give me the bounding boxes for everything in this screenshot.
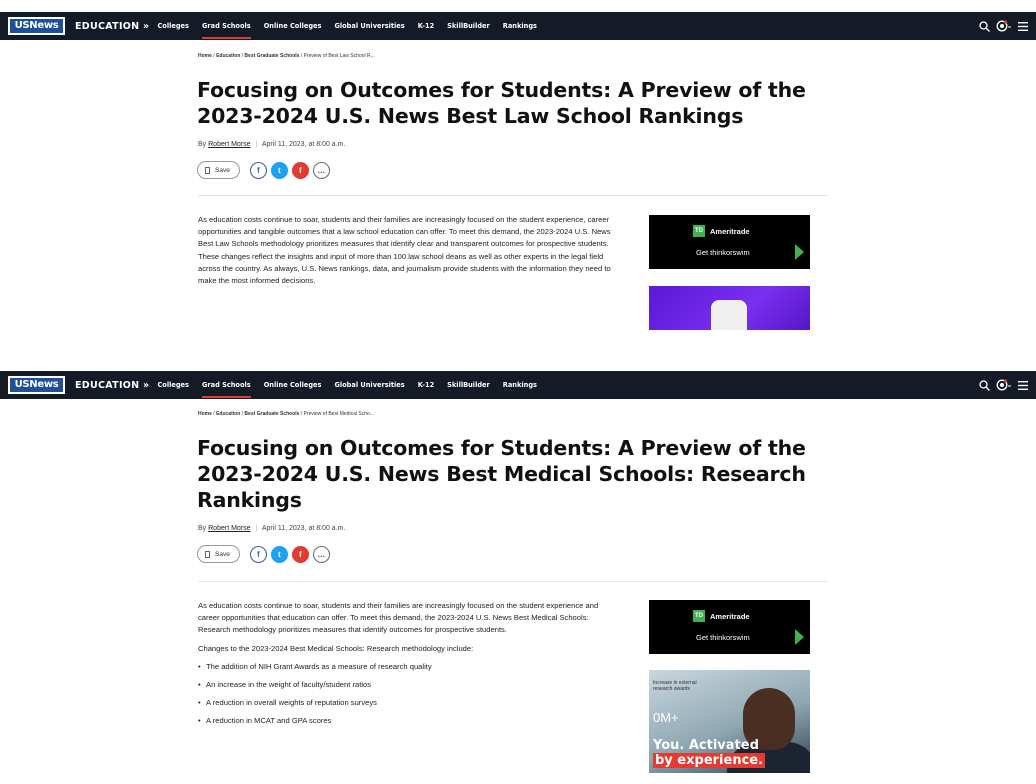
save-button[interactable]: [197, 161, 240, 179]
account-icon[interactable]: [996, 379, 1012, 391]
facebook-icon[interactable]: f: [250, 162, 267, 179]
breadcrumb: Home / Education / Best Graduate Schools / Preview of Best Law School R...: [198, 53, 375, 59]
ad-slogan-line-1: You. Activated: [653, 738, 759, 753]
nav-item-colleges[interactable]: Colleges: [157, 381, 189, 389]
byline-prefix: By: [198, 141, 207, 148]
breadcrumb-home[interactable]: Home: [198, 53, 212, 59]
ad-cta: Get thinkorswim: [696, 248, 750, 257]
breadcrumb-grad-schools[interactable]: Best Graduate Schools: [244, 53, 300, 59]
nav-item-online-colleges[interactable]: Online Colleges: [263, 22, 322, 30]
bookmark-icon: [205, 551, 210, 558]
byline: By Robert Morse | April 11, 2023, at 8:00 a.m.: [198, 141, 346, 148]
breadcrumb-education[interactable]: Education: [216, 53, 241, 59]
list-item: • A reduction in MCAT and GPA scores: [198, 715, 618, 727]
article-paragraph: As education costs continue to soar, students and their families are increasingly focused on the student experience, career opportunities and tangible outcomes that a law school education can offer. To meet this demand, the 2023-2024 U.S. News Best Law Schools methodology prioritizes measures that identify clear and transparent outcomes for prospective students. These changes reflect the insights and input of more than 100 law school deans as well as other experts in the legal field across the country. As always, U.S. News rankings, data, and journalism provide students with the information they need to make the most informed decisions.: [198, 215, 611, 286]
author-link[interactable]: Robert Morse: [208, 141, 251, 148]
twitter-icon[interactable]: t: [271, 546, 288, 563]
publish-date: April 11, 2023, at 8:00 a.m.: [261, 525, 346, 532]
ad-big-number: 0M+: [653, 710, 679, 725]
article-panel-medical: [0, 368, 1036, 773]
twitter-icon[interactable]: t: [271, 162, 288, 179]
top-navbar: [0, 371, 1036, 399]
byline: By Robert Morse | April 11, 2023, at 8:00 a.m.: [198, 525, 346, 532]
changes-intro: Changes to the 2023-2024 Best Medical Schools: Research methodology include:: [198, 643, 474, 653]
td-ameritrade-ad[interactable]: [649, 215, 810, 269]
breadcrumb-current: Preview of Best Law School R...: [303, 53, 375, 59]
nav-item-k12[interactable]: K-12: [417, 381, 435, 389]
save-label: Save: [215, 166, 230, 174]
purple-ad-banner[interactable]: [649, 286, 810, 330]
publish-date: April 11, 2023, at 8:00 a.m.: [261, 141, 346, 148]
divider: [198, 195, 828, 196]
facebook-icon[interactable]: f: [250, 546, 267, 563]
nav-menu: [157, 371, 550, 399]
article-actions: [197, 161, 334, 179]
nav-item-rankings[interactable]: Rankings: [502, 381, 537, 389]
play-arrow-icon: [795, 629, 804, 645]
education-section-link[interactable]: EDUCATION »: [75, 379, 150, 391]
article-panel-law: [0, 0, 1036, 330]
nav-item-rankings[interactable]: Rankings: [502, 22, 537, 30]
nav-item-skillbuilder[interactable]: SkillBuilder: [447, 381, 490, 389]
ad-brand-name: Ameritrade: [710, 226, 750, 236]
account-icon[interactable]: [996, 20, 1012, 32]
nav-item-k12[interactable]: K-12: [417, 22, 435, 30]
flipboard-icon[interactable]: f: [292, 162, 309, 179]
list-item: • A reduction in overall weights of reputation surveys: [198, 697, 618, 709]
search-icon[interactable]: [979, 380, 990, 391]
article-title: Focusing on Outcomes for Students: A Preview of the 2023-2024 U.S. News Best Law School Rankings: [197, 78, 806, 128]
play-arrow-icon: [795, 244, 804, 260]
author-link[interactable]: Robert Morse: [208, 525, 251, 532]
nav-item-online-colleges[interactable]: Online Colleges: [263, 381, 322, 389]
article-title: Focusing on Outcomes for Students: A Preview of the 2023-2024 U.S. News Best Medical Schools: Research Rankings: [197, 436, 806, 512]
more-icon[interactable]: …: [313, 546, 330, 563]
nav-item-global-universities[interactable]: Global Universities: [334, 22, 405, 30]
article-body: [198, 600, 618, 734]
article-actions: [197, 545, 334, 563]
divider: [198, 581, 828, 582]
menu-icon[interactable]: [1018, 22, 1028, 31]
nav-item-colleges[interactable]: Colleges: [157, 22, 189, 30]
list-item: • An increase in the weight of faculty/student ratios: [198, 679, 618, 691]
breadcrumb-home[interactable]: Home: [198, 411, 212, 417]
breadcrumb-education[interactable]: Education: [216, 411, 241, 417]
ad-small-text-line: research awards: [653, 686, 690, 692]
flipboard-icon[interactable]: f: [292, 546, 309, 563]
device-image: [711, 300, 747, 330]
more-icon[interactable]: …: [313, 162, 330, 179]
nav-menu: [157, 12, 550, 40]
menu-icon[interactable]: [1018, 381, 1028, 390]
nav-item-skillbuilder[interactable]: SkillBuilder: [447, 22, 490, 30]
article-body: [198, 214, 618, 293]
save-button[interactable]: [197, 545, 240, 563]
ad-brand-name: Ameritrade: [710, 611, 750, 621]
search-icon[interactable]: [979, 21, 990, 32]
article-paragraph: As education costs continue to soar, students and their families are increasingly focused on the student experience and career opportunities that education can offer. To meet this demand, the 2023-2024 U.S. News Best Medical Schools: Research methodology prioritizes measures that identify outcomes for prospective students.: [198, 601, 599, 635]
breadcrumb: Home / Education / Best Graduate Schools / Preview of Best Medical Scho...: [198, 411, 374, 417]
ad-cta: Get thinkorswim: [696, 633, 750, 642]
td-logo: TD: [693, 610, 705, 622]
top-navbar: [0, 12, 1036, 40]
changes-list: [198, 661, 618, 728]
breadcrumb-current: Preview of Best Medical Scho...: [303, 411, 374, 417]
byline-prefix: By: [198, 525, 207, 532]
nav-item-grad-schools[interactable]: Grad Schools: [202, 12, 251, 40]
usnews-logo[interactable]: USNews: [8, 376, 65, 394]
breadcrumb-grad-schools[interactable]: Best Graduate Schools: [244, 411, 300, 417]
save-label: Save: [215, 550, 230, 558]
ad-small-text-line: Increase in external: [653, 680, 697, 686]
bookmark-icon: [205, 167, 210, 174]
list-item: • The addition of NIH Grant Awards as a measure of research quality: [198, 661, 618, 673]
education-section-link[interactable]: EDUCATION »: [75, 20, 150, 32]
nav-item-grad-schools[interactable]: Grad Schools: [202, 371, 251, 399]
ad-slogan-line-2: by experience.: [655, 753, 764, 768]
usnews-logo[interactable]: USNews: [8, 17, 65, 35]
td-ameritrade-ad[interactable]: [649, 600, 810, 654]
university-photo-ad[interactable]: [649, 670, 810, 773]
td-logo: TD: [693, 225, 705, 237]
nav-item-global-universities[interactable]: Global Universities: [334, 381, 405, 389]
